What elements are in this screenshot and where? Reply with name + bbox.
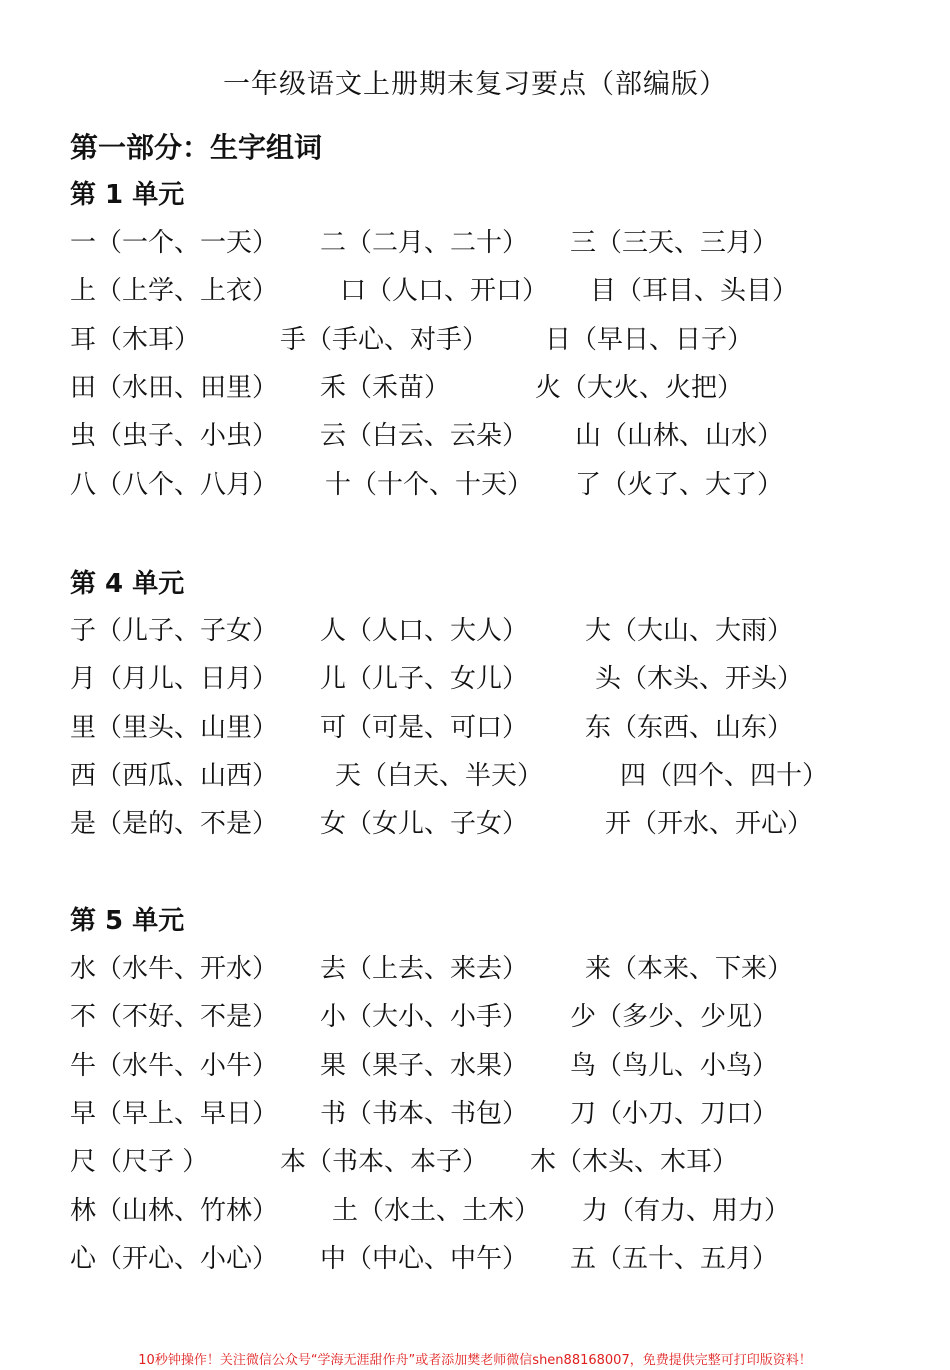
word-row bbox=[70, 1141, 870, 1181]
character-entry: 土（水土、土木） bbox=[332, 1195, 541, 1226]
word-row bbox=[70, 996, 870, 1036]
word-row bbox=[70, 367, 870, 407]
character-entry: 月（月儿、日月） bbox=[70, 664, 279, 695]
character-entry: 手（手心、对手） bbox=[280, 324, 489, 355]
character-entry: 小（大小、小手） bbox=[320, 1002, 529, 1033]
character-entry: 来（本来、下来） bbox=[585, 954, 794, 984]
character-entry: 一（一个、一天） bbox=[70, 228, 279, 258]
word-row bbox=[70, 755, 870, 795]
character-entry: 果（果子、水果） bbox=[320, 1050, 529, 1081]
character-entry: 日（早日、日子） bbox=[545, 324, 754, 355]
word-row bbox=[70, 948, 870, 988]
character-entry: 大（大山、大雨） bbox=[585, 616, 794, 646]
character-entry: 耳（木耳） bbox=[70, 324, 201, 355]
character-entry: 四（四个、四十） bbox=[620, 760, 829, 791]
word-row bbox=[70, 1093, 870, 1133]
character-entry: 天（白天、半天） bbox=[335, 760, 544, 791]
character-entry: 里（里头、山里） bbox=[70, 712, 279, 743]
character-entry: 三（三天、三月） bbox=[570, 228, 779, 258]
character-entry: 开（开水、开心） bbox=[605, 809, 814, 840]
character-entry: 云（白云、云朵） bbox=[320, 421, 529, 452]
character-entry: 十（十个、十天） bbox=[325, 469, 534, 500]
character-entry: 上（上学、上衣） bbox=[70, 276, 279, 307]
character-entry: 木（木头、木耳） bbox=[530, 1147, 739, 1178]
character-entry: 少（多少、少见） bbox=[570, 1002, 779, 1033]
document-title: 一年级语文上册期末复习要点（部编版） bbox=[223, 69, 727, 100]
character-entry: 女（女儿、子女） bbox=[320, 809, 529, 840]
part-heading: 第一部分：生字组词 bbox=[70, 131, 323, 164]
character-entry: 人（人口、大人） bbox=[320, 616, 529, 646]
character-entry: 禾（禾苗） bbox=[320, 372, 451, 403]
character-entry: 是（是的、不是） bbox=[70, 809, 279, 840]
character-entry: 力（有力、用力） bbox=[582, 1195, 791, 1226]
word-row bbox=[70, 222, 870, 262]
word-row bbox=[70, 707, 870, 747]
character-entry: 五（五十、五月） bbox=[570, 1243, 779, 1274]
word-row bbox=[70, 464, 870, 504]
character-entry: 儿（儿子、女儿） bbox=[320, 664, 529, 695]
character-entry: 田（水田、田里） bbox=[70, 372, 279, 403]
character-entry: 山（山林、山水） bbox=[575, 421, 784, 452]
character-entry: 林（山林、竹林） bbox=[70, 1195, 279, 1226]
character-entry: 书（书本、书包） bbox=[320, 1098, 529, 1129]
unit-heading: 第 5 单元 bbox=[70, 906, 185, 936]
character-entry: 鸟（鸟儿、小鸟） bbox=[570, 1050, 779, 1081]
word-row bbox=[70, 658, 870, 698]
character-entry: 本（书本、本子） bbox=[280, 1147, 489, 1178]
footer-notice: 10秒钟操作！关注微信公众号“学海无涯甜作舟”或者添加樊老师微信shen88168007，免费提供完整可打印版资料！ bbox=[138, 1353, 812, 1368]
word-row bbox=[70, 415, 870, 455]
unit-heading: 第 1 单元 bbox=[70, 180, 185, 210]
character-entry: 中（中心、中午） bbox=[320, 1243, 529, 1274]
character-entry: 不（不好、不是） bbox=[70, 1002, 279, 1033]
character-entry: 火（大火、火把） bbox=[535, 372, 744, 403]
character-entry: 尺（尺子 ） bbox=[70, 1147, 209, 1178]
unit-heading: 第 4 单元 bbox=[70, 569, 185, 599]
character-entry: 东（东西、山东） bbox=[585, 712, 794, 743]
character-entry: 口（人口、开口） bbox=[340, 276, 549, 307]
character-entry: 虫（虫子、小虫） bbox=[70, 421, 279, 452]
character-entry: 早（早上、早日） bbox=[70, 1098, 279, 1129]
word-row bbox=[70, 610, 870, 650]
character-entry: 子（儿子、子女） bbox=[70, 616, 279, 646]
word-row bbox=[70, 1238, 870, 1278]
word-row bbox=[70, 803, 870, 843]
character-entry: 了（火了、大了） bbox=[575, 469, 784, 500]
word-row bbox=[70, 270, 870, 310]
word-row bbox=[70, 1190, 870, 1230]
character-entry: 西（西瓜、山西） bbox=[70, 760, 279, 791]
character-entry: 头（木头、开头） bbox=[595, 664, 804, 695]
word-row bbox=[70, 319, 870, 359]
character-entry: 八（八个、八月） bbox=[70, 469, 279, 500]
character-entry: 可（可是、可口） bbox=[320, 712, 529, 743]
character-entry: 牛（水牛、小牛） bbox=[70, 1050, 279, 1081]
word-row bbox=[70, 1045, 870, 1085]
character-entry: 水（水牛、开水） bbox=[70, 954, 279, 984]
character-entry: 目（耳目、头目） bbox=[590, 276, 799, 307]
character-entry: 心（开心、小心） bbox=[70, 1243, 279, 1274]
character-entry: 刀（小刀、刀口） bbox=[570, 1098, 779, 1129]
character-entry: 去（上去、来去） bbox=[320, 954, 529, 984]
character-entry: 二（二月、二十） bbox=[320, 228, 529, 258]
